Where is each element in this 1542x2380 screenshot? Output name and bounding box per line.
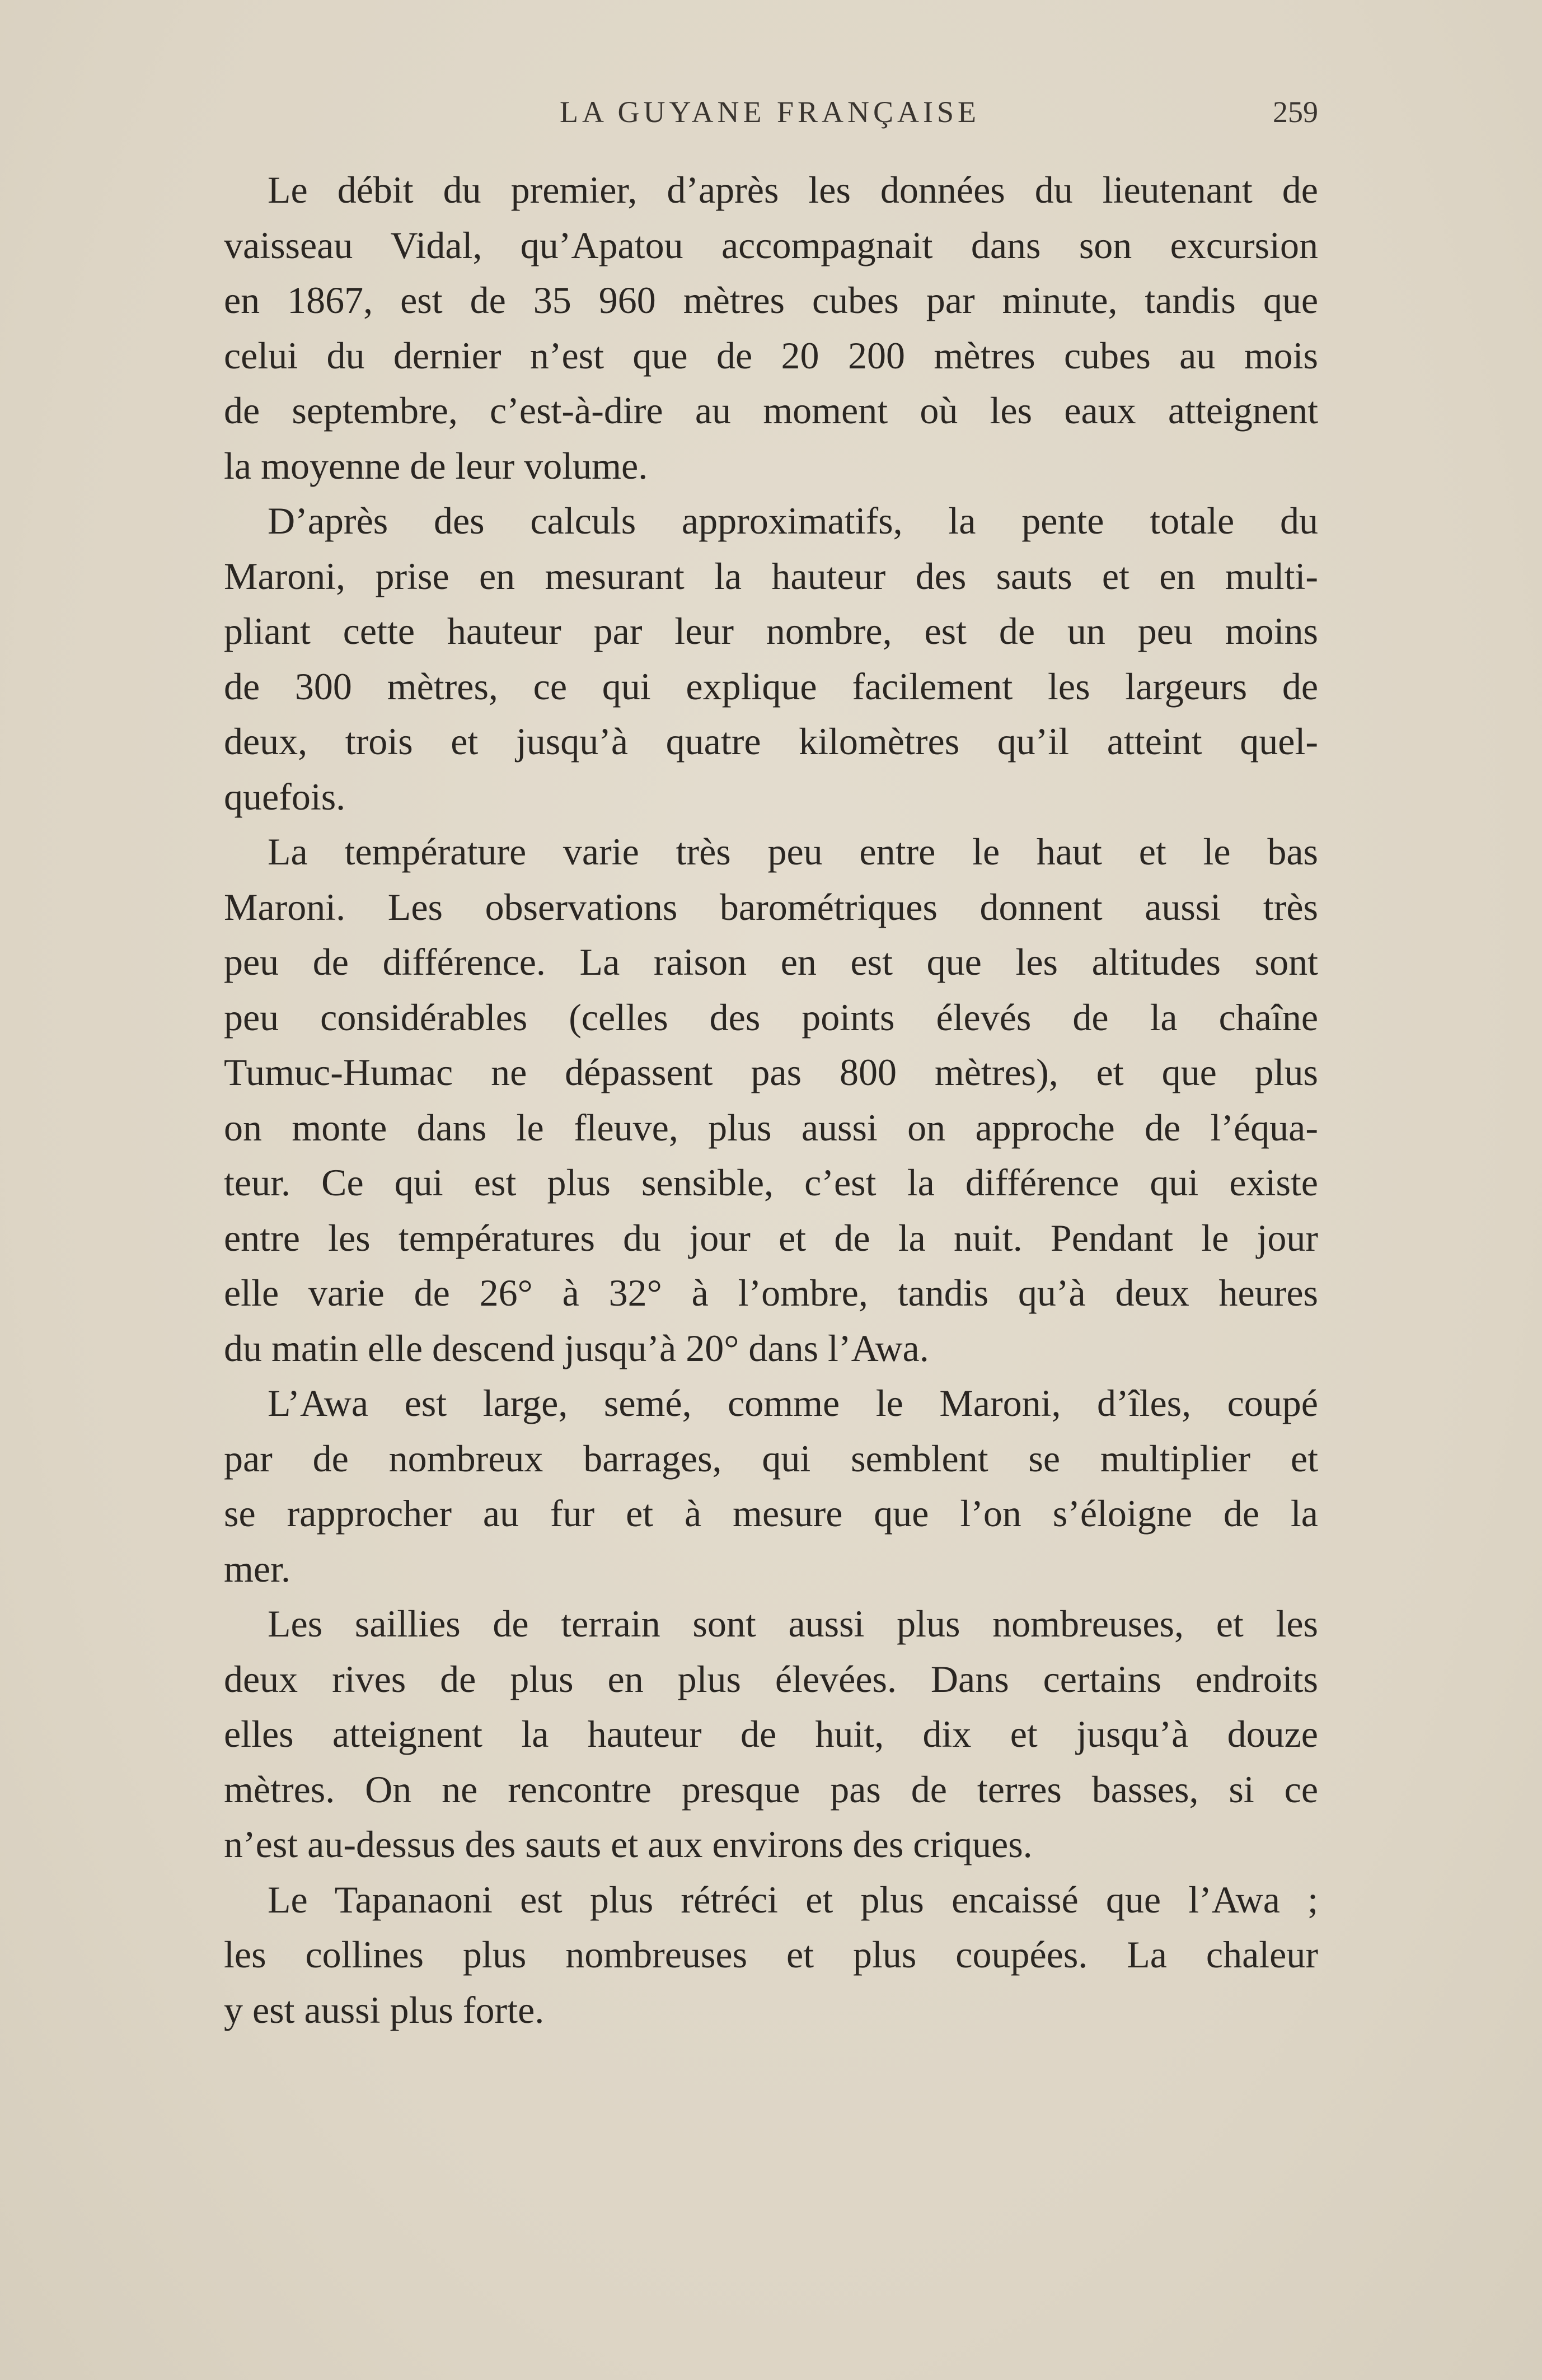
running-title: LA GUYANE FRANÇAISE [560,95,981,129]
text-line: teur. Ce qui est plus sensible, c’est la différence qui existe [224,1161,1318,1204]
paragraph-2 [224,493,1318,824]
paragraph-6 [224,1872,1318,2038]
text-line: deux rives de plus en plus élevées. Dans certains endroits [224,1657,1318,1700]
text-line: Maroni. Les observations barométriques donnent aussi très [224,885,1318,928]
text-line: mer. [224,1547,290,1590]
paragraph-4 [224,1376,1318,1596]
text-line: du matin elle descend jusqu’à 20° dans l’Awa. [224,1326,929,1369]
text-line: de septembre, c’est-à-dire au moment où les eaux atteignent [224,389,1318,432]
text-line: vaisseau Vidal, qu’Apatou accompagnait dans son excursion [224,223,1318,266]
text-line: n’est au-dessus des sauts et aux environs des criques. [224,1823,1033,1865]
paragraph-3 [224,824,1318,1376]
text-line: peu considérables (celles des points élevés de la chaîne [224,995,1318,1039]
text-line: quefois. [224,775,346,818]
text-line: celui du dernier n’est que de 20 200 mètres cubes au mois [224,334,1318,377]
text-line: y est aussi plus forte. [224,1988,545,2031]
text-line: La température varie très peu entre le haut et le bas [268,830,1318,873]
text-line: elle varie de 26° à 32° à l’ombre, tandis qu’à deux heures [224,1271,1318,1314]
text-line: les collines plus nombreuses et plus coupées. La chaleur [224,1933,1318,1976]
text-line: peu de différence. La raison en est que les altitudes sont [224,941,1318,983]
paragraph-5 [224,1596,1318,1872]
text-line: de 300 mètres, ce qui explique facilement les largeurs de [224,665,1318,708]
text-line: en 1867, est de 35 960 mètres cubes par minute, tandis que [224,279,1318,321]
page-number: 259 [1273,95,1318,129]
page-header [224,90,1318,134]
text-line: L’Awa est large, semé, comme le Maroni, d’îles, coupé [268,1382,1318,1424]
text-line: mètres. On ne rencontre presque pas de terres basses, si ce [224,1768,1318,1811]
text-line: Le Tapanaoni est plus rétréci et plus encaissé que l’Awa ; [268,1878,1318,1921]
text-line: pliant cette hauteur par leur nombre, est de un peu moins [224,610,1318,652]
text-line: Tumuc-Humac ne dépassent pas 800 mètres), et que plus [224,1051,1318,1093]
paragraph-1 [224,162,1318,493]
text-line: D’après des calculs approximatifs, la pente totale du [268,499,1318,542]
text-line: deux, trois et jusqu’à quatre kilomètres qu’il atteint quel- [224,720,1318,763]
text-line: Le débit du premier, d’après les données du lieutenant de [268,169,1318,211]
text-line: la moyenne de leur volume. [224,444,648,487]
text-line: par de nombreux barrages, qui semblent se multiplier et [224,1437,1318,1480]
text-line: Les saillies de terrain sont aussi plus nombreuses, et les [268,1602,1318,1645]
text-line: entre les températures du jour et de la nuit. Pendant le jour [224,1216,1318,1259]
text-line: se rapprocher au fur et à mesure que l’on s’éloigne de la [224,1492,1318,1535]
text-line: on monte dans le fleuve, plus aussi on approche de l’équa- [224,1106,1318,1149]
text-line: Maroni, prise en mesurant la hauteur des sauts et en multi- [224,554,1318,597]
body-text [224,162,1318,2037]
text-line: elles atteignent la hauteur de huit, dix et jusqu’à douze [224,1713,1318,1755]
